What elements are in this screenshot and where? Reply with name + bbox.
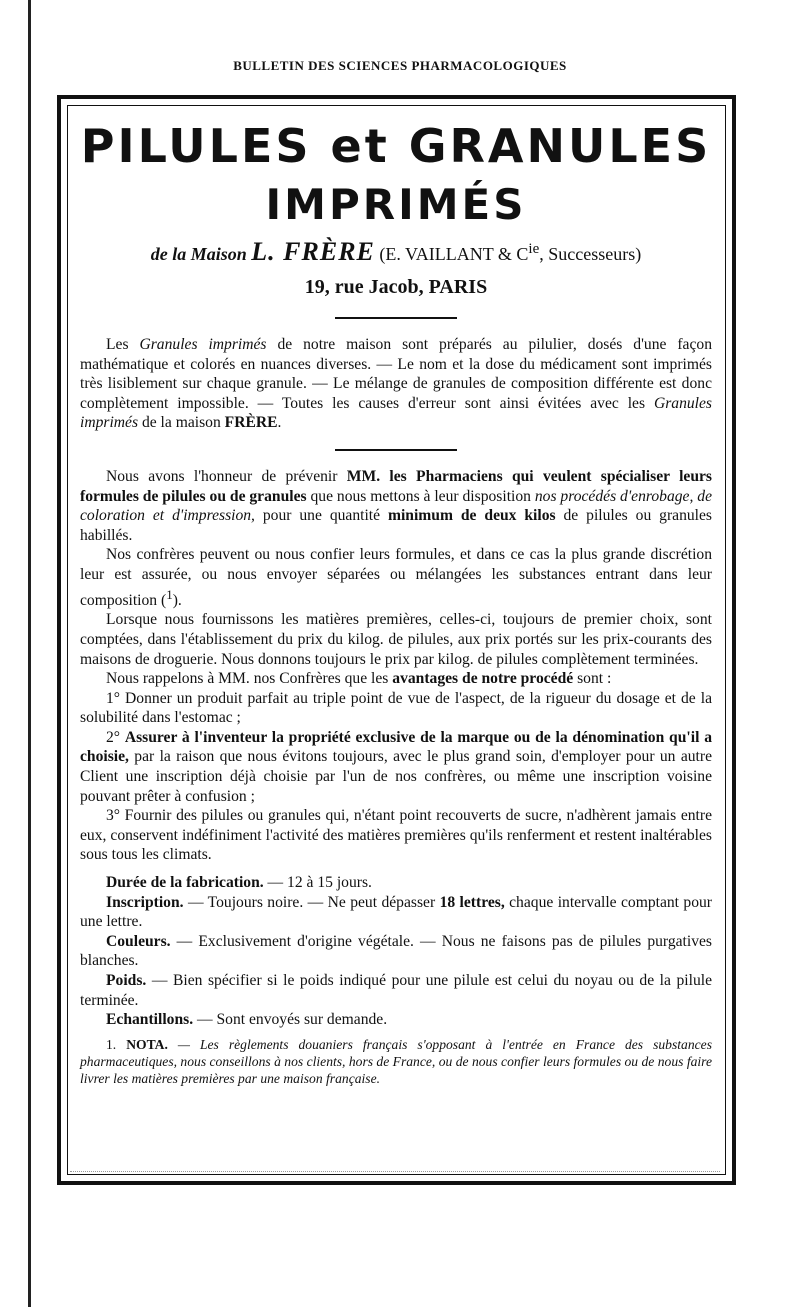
advertisement-content xyxy=(80,120,712,1087)
page-margin-rule xyxy=(28,0,31,1307)
poids-item: Poids. — Bien spécifier si le poids indiqué pour une pilule est celui du noyau ou de la pilule terminée. xyxy=(80,972,712,1009)
maison-name: L. FRÈRE xyxy=(251,237,375,266)
advantage-1: 1° Donner un produit parfait au triple point de vue de l'aspect, de la rigueur du dosage et de la solubilité dans l'estomac ; xyxy=(80,689,712,727)
inscription-item: Inscription. — Toujours noire. — Ne peut dépasser 18 lettres, chaque intervalle comptant pour une lettre. xyxy=(80,893,712,931)
title-line-2: IMPRIMÉS xyxy=(265,180,527,229)
paragraph-2: Nos confrères peuvent ou nous confier leurs formules, et dans ce cas la plus grande discrétion leur est assurée, ou nous envoyer séparées ou mélangées les substances entrant dans leur composition ($^1$). xyxy=(80,546,712,609)
nota-footnote: 1. NOTA. — Les règlements douaniers français s'opposant à l'entrée en France des substances pharmaceutiques, nous conseillons à nos clients, hors de France, ou de nous confier leurs formules ou de nous faire livrer les matières premières par une maison française. xyxy=(80,1036,713,1086)
paragraph-3: Lorsque nous fournissons les matières premières, celles-ci, toujours de premier choix, sont comptées, dans l'établissement du prix du kilog. de pilules, aux prix portés sur les prix-courants des maisons de droguerie. Nous donnons toujours le prix par kilog. de pilules complètement terminées. xyxy=(80,611,712,668)
bottom-dotted-line xyxy=(70,1171,720,1173)
advantage-3: 3° Fournir des pilules ou granules qui, n'étant point recouverts de sucre, n'adhèrent jamais entre eux, conservent indéfiniment l'activité des matières premières qu'ils renferment et restent inaltérables sous tous les climats. xyxy=(80,807,712,864)
duree-item: Durée de la fabrication. — 12 à 15 jours. xyxy=(106,874,372,892)
title-line-1: PILULES et GRANULES xyxy=(80,119,712,173)
maison-successors-end: , Successeurs) xyxy=(539,244,642,264)
running-head: BULLETIN DES SCIENCES PHARMACOLOGIQUES xyxy=(233,58,567,73)
advantage-2: 2° Assurer à l'inventeur la propriété exclusive de la marque ou de la dénomination qu'il a choisie, par la raison que nous évitons toujours, avec le plus grand soin, d'employer pour un autre Client une inscription déjà choisie par l'un de nos confrères, ou même une inscription voisine pouvant prêter à confusion ; xyxy=(80,728,712,805)
divider-rule-2 xyxy=(335,449,457,451)
echantillons-item: Echantillons. — Sont envoyés sur demande. xyxy=(106,1011,388,1029)
maison-prefix: de la Maison xyxy=(150,244,247,264)
maison-line xyxy=(80,236,712,267)
address: 19, rue Jacob, PARIS xyxy=(304,276,488,298)
paragraph-1: Nous avons l'honneur de prévenir MM. les Pharmaciens qui veulent spécialiser leurs formules de pilules ou de granules que nous mettons à leur disposition nos procédés d'enrobage, de coloration et d'impression, pour une quantité minimum de deux kilos de pilules ou granules habillés. xyxy=(80,467,713,544)
maison-successors: (E. VAILLANT & C xyxy=(379,244,529,264)
maison-sup: ie xyxy=(528,241,540,257)
paragraph-4: Nous rappelons à MM. nos Confrères que les avantages de notre procédé sont : xyxy=(106,670,612,688)
divider-rule xyxy=(335,317,457,319)
couleurs-item: Couleurs. — Exclusivement d'origine végétale. — Nous ne faisons pas de pilules purgatives blanches. xyxy=(80,932,712,970)
intro-paragraph: Les Granules imprimés de notre maison sont préparés au pilulier, dosés d'une façon mathématique et colorés en nuances diverses. — Le nom et la dose du médicament sont imprimés très lisiblement sur chaque granule. — Le mélange de granules de composition différente est donc complètement impossible. — Toutes les causes d'erreur sont ainsi évitées avec les Granules imprimés de la maison FRÈRE. xyxy=(80,336,712,432)
